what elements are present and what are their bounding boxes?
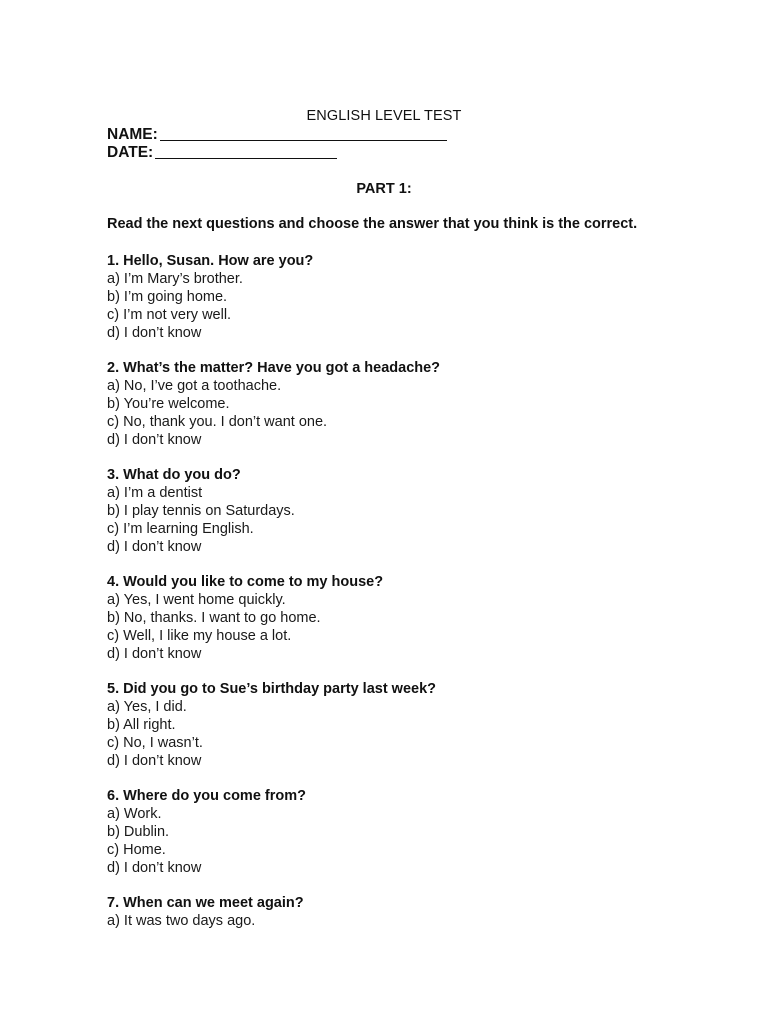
date-field[interactable]: [107, 144, 337, 162]
answer-option[interactable]: a) No, I’ve got a toothache.: [107, 378, 282, 394]
question-item: [107, 252, 727, 359]
question-text: 3. What do you do?: [107, 467, 241, 483]
answer-option[interactable]: a) Yes, I went home quickly.: [107, 592, 286, 608]
question-item: [107, 573, 727, 680]
answer-option[interactable]: b) I play tennis on Saturdays.: [107, 503, 295, 519]
question-item: [107, 466, 727, 573]
question-item: [107, 894, 727, 1001]
question-list: [107, 252, 727, 1001]
instructions: Read the next questions and choose the answer that you think is the correct.: [107, 216, 638, 232]
answer-option[interactable]: d) I don’t know: [107, 539, 202, 555]
answer-option[interactable]: c) No, thank you. I don’t want one.: [107, 414, 328, 430]
answer-option[interactable]: a) Yes, I did.: [107, 699, 187, 715]
answer-option[interactable]: b) No, thanks. I want to go home.: [107, 610, 321, 626]
question-text: 6. Where do you come from?: [107, 788, 306, 804]
question-item: [107, 359, 727, 466]
name-blank-line[interactable]: [160, 126, 447, 141]
question-text: 4. Would you like to come to my house?: [107, 574, 384, 590]
part-heading: PART 1:: [356, 181, 412, 197]
answer-option[interactable]: c) I’m not very well.: [107, 307, 232, 323]
answer-option[interactable]: a) It was two days ago.: [107, 913, 256, 929]
name-label: NAME:: [107, 126, 158, 143]
question-item: [107, 680, 727, 787]
answer-option[interactable]: d) I don’t know: [107, 432, 202, 448]
name-field[interactable]: [107, 126, 447, 144]
date-blank-line[interactable]: [155, 144, 337, 159]
question-item: [107, 787, 727, 894]
question-text: 5. Did you go to Sue’s birthday party last week?: [107, 681, 437, 697]
answer-option[interactable]: a) I’m Mary’s brother.: [107, 271, 243, 287]
answer-option[interactable]: d) I don’t know: [107, 325, 202, 341]
answer-option[interactable]: d) I don’t know: [107, 646, 202, 662]
answer-option[interactable]: a) Work.: [107, 806, 162, 822]
date-label: DATE:: [107, 144, 154, 161]
answer-option[interactable]: b) Dublin.: [107, 824, 170, 840]
answer-option[interactable]: b) All right.: [107, 717, 176, 733]
answer-option[interactable]: d) I don’t know: [107, 860, 202, 876]
answer-option[interactable]: c) Home.: [107, 842, 166, 858]
answer-option[interactable]: b) I’m going home.: [107, 289, 228, 305]
answer-option[interactable]: c) I’m learning English.: [107, 521, 254, 537]
answer-option[interactable]: a) I’m a dentist: [107, 485, 203, 501]
question-text: 7. When can we meet again?: [107, 895, 304, 911]
answer-option[interactable]: c) No, I wasn’t.: [107, 735, 203, 751]
answer-option[interactable]: c) Well, I like my house a lot.: [107, 628, 292, 644]
document-title: ENGLISH LEVEL TEST: [306, 108, 462, 124]
answer-option[interactable]: d) I don’t know: [107, 753, 202, 769]
question-text: 2. What’s the matter? Have you got a headache?: [107, 360, 441, 376]
question-text: 1. Hello, Susan. How are you?: [107, 253, 314, 269]
answer-option[interactable]: b) You’re welcome.: [107, 396, 230, 412]
